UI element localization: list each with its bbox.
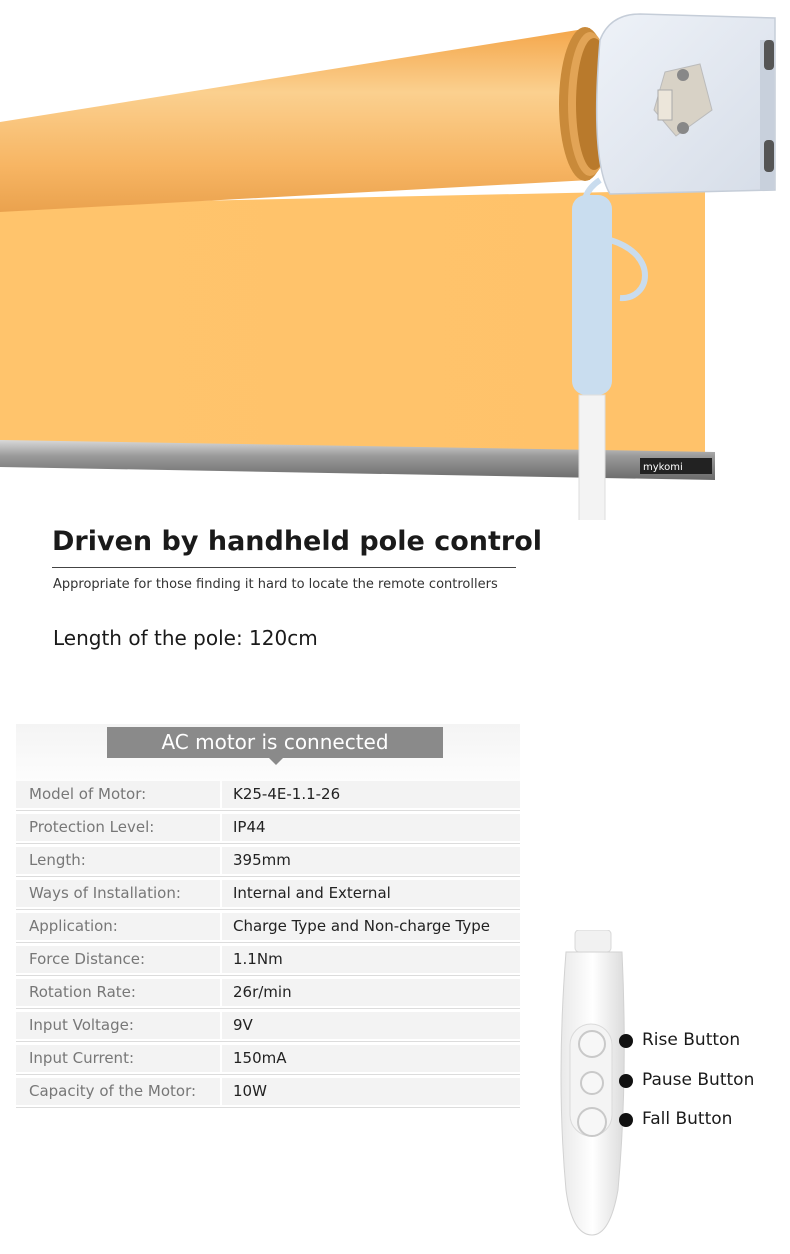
headline-divider — [52, 567, 516, 568]
pause-button-label: Pause Button — [642, 1070, 755, 1090]
spec-label: Rotation Rate: — [16, 979, 220, 1006]
spec-row — [16, 1075, 520, 1108]
fall-button-label: Fall Button — [642, 1109, 733, 1129]
rise-button[interactable] — [578, 1030, 606, 1058]
spec-label: Length: — [16, 847, 220, 874]
spec-value: 9V — [222, 1012, 520, 1039]
control-pole — [579, 395, 605, 520]
spec-value: Internal and External — [222, 880, 520, 907]
brand-logo: mykomi — [643, 462, 683, 473]
spec-row — [16, 877, 520, 910]
spec-value: 26r/min — [222, 979, 520, 1006]
spec-row — [16, 976, 520, 1009]
pause-callout-dot — [619, 1074, 633, 1088]
rise-button-label: Rise Button — [642, 1030, 741, 1050]
fall-callout-dot — [619, 1113, 633, 1127]
roller-blind-illustration — [0, 0, 790, 520]
spec-header-pointer — [269, 758, 283, 765]
headline-title: Driven by handheld pole control — [52, 526, 542, 557]
pause-button[interactable] — [580, 1071, 604, 1095]
spec-label: Model of Motor: — [16, 781, 220, 808]
spec-row — [16, 778, 520, 811]
spec-label: Force Distance: — [16, 946, 220, 973]
spec-label: Capacity of the Motor: — [16, 1078, 220, 1105]
spec-row — [16, 811, 520, 844]
spec-label: Ways of Installation: — [16, 880, 220, 907]
spec-header: AC motor is connected — [107, 727, 443, 758]
spec-value: IP44 — [222, 814, 520, 841]
spec-value: 395mm — [222, 847, 520, 874]
spec-value: 1.1Nm — [222, 946, 520, 973]
spec-row — [16, 844, 520, 877]
headline-subtitle: Appropriate for those finding it hard to locate the remote controllers — [53, 577, 498, 592]
spec-value: K25-4E-1.1-26 — [222, 781, 520, 808]
pole-length-text: Length of the pole: 120cm — [53, 626, 318, 650]
row-divider — [16, 1107, 520, 1108]
spec-value: Charge Type and Non-charge Type — [222, 913, 520, 940]
spec-label: Application: — [16, 913, 220, 940]
blind-roller — [0, 28, 590, 212]
rise-callout-dot — [619, 1034, 633, 1048]
spec-label: Protection Level: — [16, 814, 220, 841]
spec-label: Input Current: — [16, 1045, 220, 1072]
spec-label: Input Voltage: — [16, 1012, 220, 1039]
spec-value: 150mA — [222, 1045, 520, 1072]
spec-row — [16, 910, 520, 943]
spec-row — [16, 943, 520, 976]
spec-row — [16, 1009, 520, 1042]
spec-row — [16, 1042, 520, 1075]
spec-value: 10W — [222, 1078, 520, 1105]
fall-button[interactable] — [577, 1107, 607, 1137]
